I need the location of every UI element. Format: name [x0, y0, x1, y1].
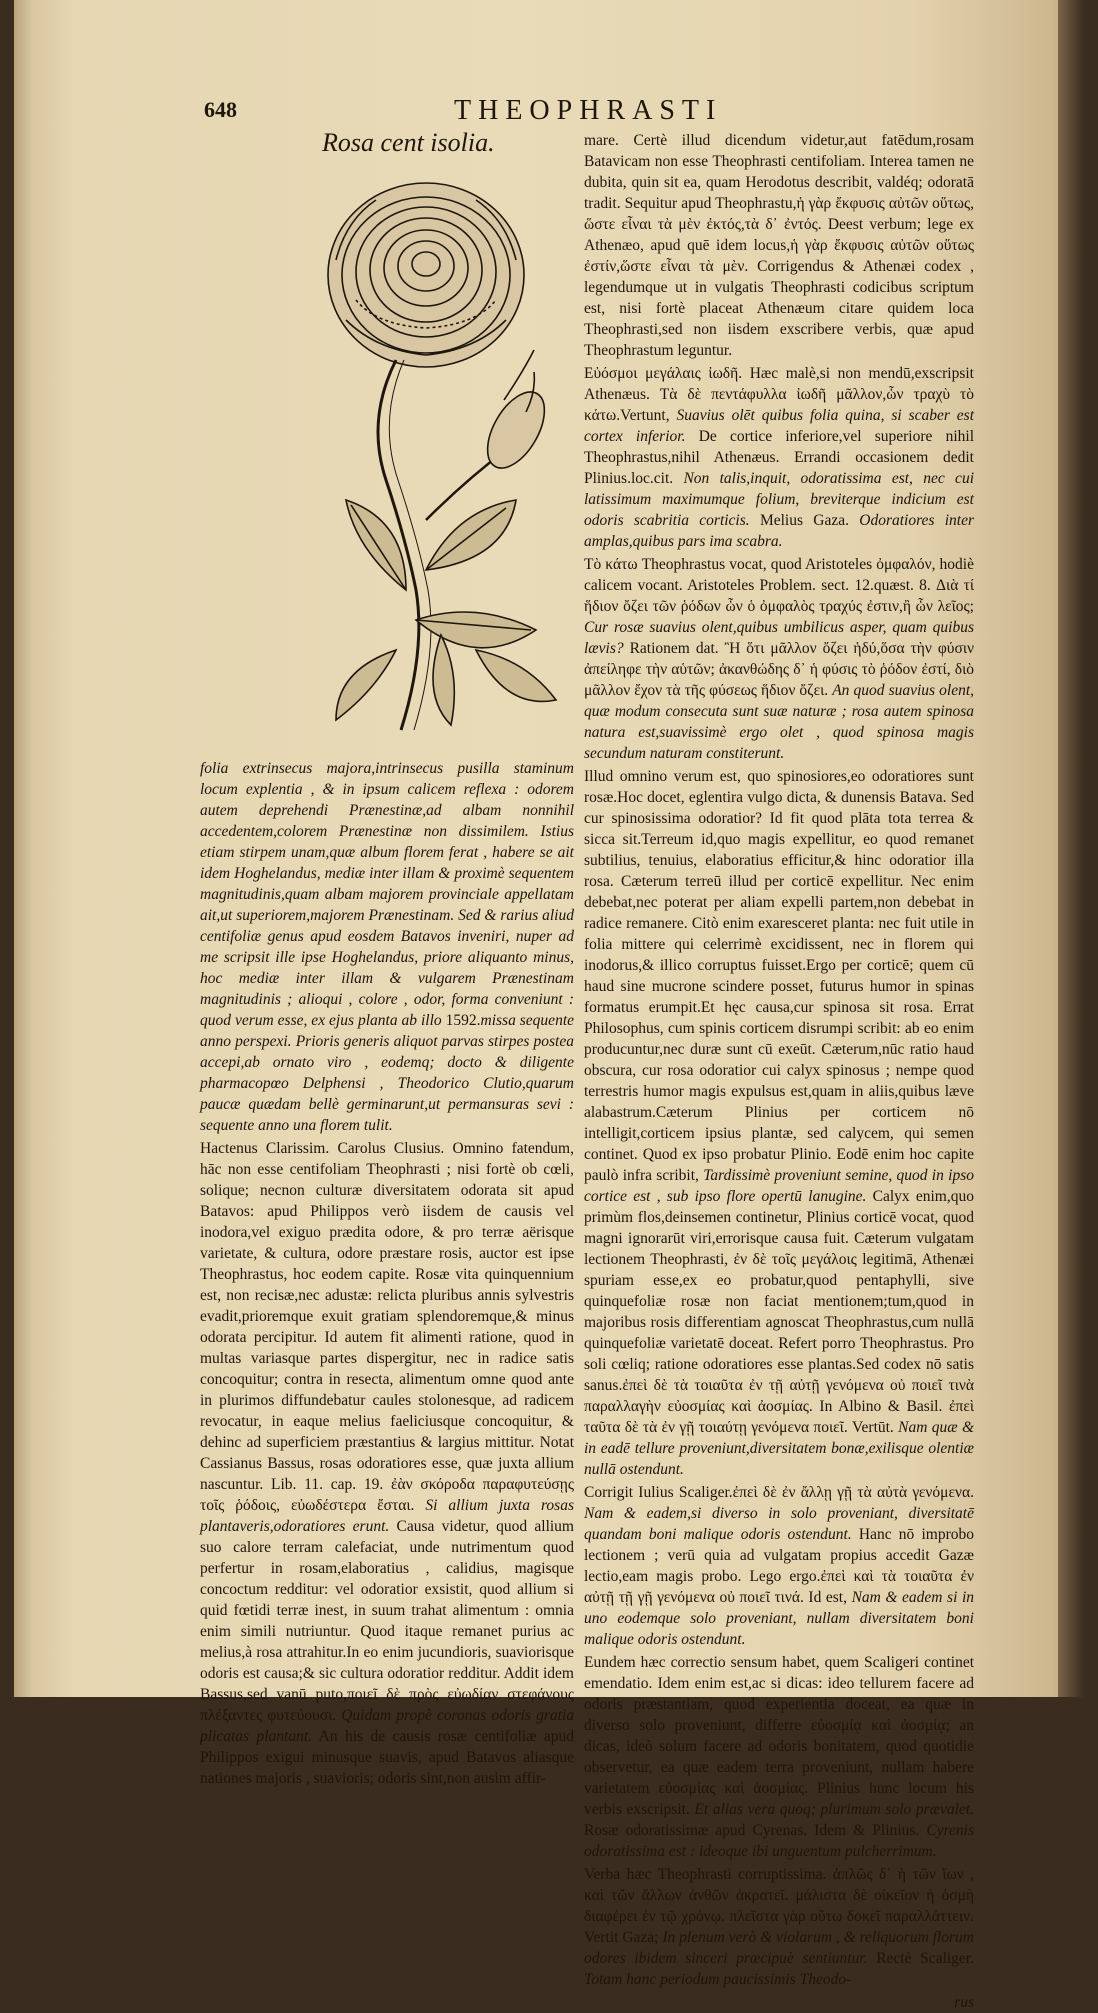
right-text-column — [584, 130, 975, 2011]
figure-caption: Rosa cent isolia. — [322, 128, 495, 157]
paragraph: Hactenus Clarissim. Carolus Clusius. Omnino fatendum, hāc non esse centifoliam Theophrasti ; nisi fortè ob cœli, solique; necnon culturæ diversitatem odorata sit apud Batavos: apud Philippos verò iisdem de causis vel inodora,vel exiguo prædita odore, & pro terræ aërisque varietate, & cultura, odore præstare rosis, auctor est ipse Theophrastus, hoc eodem capite. Rosæ vita quinquennium est, non recisæ,nec adustæ: relicta pluribus annis sylvestris evadit,prioremque exuit gratiam splendoremque,& minus odorata percipitur. Id autem fit alimenti ratione, quod in multas variasque partes dispergitur, nec in radice satis concoquitur; contra in resecta, alimentum omne quod ante in plurimos diffundebatur caules stolonesque, ad radicem revocatur, in eaque melius faeliciusque concoquitur, & dehinc ad superficiem præstantius & largius mittitur. Notat Cassianus Bassus, rosas odoratiores esse, quæ juxta allium nascuntur. Lib. 11. cap. 19. ἐὰν σκόροδα παραφυτεύσῃς τοῖς ῥόδοις, εὐωδέστερα ἔσται. Si allium juxta rosas plantaveris,odoratiores erunt. Causa videtur, quod allium suo calore terram calefaciat, unde nutrimentum quod perfertur in rosam,elaboratius , calidius, magisque concoctum redditur: vel odoratior exsistit, quod allium si quid fœtidi terræ inest, in suum trahat alimentum : omnia enim simili nutriuntur. Quod itaque remanet purius ac melius,à rosa attrahitur.In eo enim jucundioris, suaviorisque odoris est causa;& sic cultura odoratior redditur. Addit idem Bassus,sed vanū puto,ποιεῖ δὲ πρὸς εὐωδίαν στεφάνους πλέξαντες φυτεύουσι. Quidam propè coronas odoris gratia plicatas plantant. An his de causis rosæ centifoliæ apud Philippos exigui minusque suavis, apud Batavos aliasque nationes majoris , suavioris; odoris sint,non ausim affir- — [200, 1140, 575, 1787]
running-head: THEOPHRASTI — [454, 95, 723, 126]
paragraph: Εὐόσμοι μεγάλαις ἰωδῆ. Hæc malè,si non mendū,exscripsit Athenæus. Τὰ δὲ πεντάφυλλα ἰωδῆ μᾶλλον,ὧν τραχὺ τὸ κάτω.Vertunt, Suavius olēt quibus folia quina, si scaber est cortex inferior. De cortice inferiore,vel superiore nihil Theophrastus,nihil Athenæus. Errandi occasionem dedit Plinius.loc.cit. Non talis,inquit, odoratissima est, nec cui latissimum maximumque folium, breviterque indicium est odoris scabritia corticis. Melius Gaza. Odoratiores inter amplas,quibus pars ima scabra. — [584, 365, 975, 550]
paragraph: folia extrinsecus majora,intrinsecus pusilla staminum locum explentia , & in ipsum calicem reflexa : odorem autem deprehendi Prænestinæ,ad albam nonnihil accedentem,colorem Prænestinæ non dissimilem. Istius etiam stirpem unam,quæ album florem ferat , habere se ait idem Hoghelandus, mediæ inter illam & proximè sequentem magnitudinis,quam albam majorem provinciale appellatam ait,ut superiorem,majorem Prænestinam. Sed & rarius aliud centifoliæ genus apud eosdem Batavos inveniri, nuper ad me scripsit ille ipse Hoghelandus, priore aliquanto minus, hoc mediæ inter illam & vulgarem Prænestinam magnitudinis ; alioqui , colore , odor, forma conveniunt : quod verum esse, ex ejus planta ab illo 1592.missa sequente anno perspexi. Prioris generis aliquot parvas stirpes postea accepi,ab ornato viro , eodemq; docto & diligente pharmacopœo Delphensi , Theodorico Clutio,quarum paucæ quædam bellè germinarunt,ut permansuras sevi : sequente anno una florem tulit. — [200, 760, 574, 1134]
paragraph: Τὸ κάτω Theophrastus vocat, quod Aristoteles ὀμφαλόν, hodiè calicem vocant. Aristoteles Problem. sect. 12.quæst. 8. Διὰ τί ἥδιον ὄζει τῶν ῥόδων ὧν ὁ ὀμφαλὸς τραχύς ἐστιν,ἢ ὧν λεῖος; Cur rosæ suavius olent,quibus umbilicus asper, quam quibus lævis? Rationem dat. Ἢ ὅτι μᾶλλον ὄζει ἡδύ,ὅσα τὴν φύσιν ἀπείληφε τὴν αὑτῶν; ἀκανθώδης δ᾽ ἡ φύσις τὸ ῥόδον ἐστί, διὸ μᾶλλον ἔχον τὰ τῆς φύσεως ἥδιον ὄζει. An quod suavius olent, quæ modum consecuta sunt suæ naturæ ; rosa autem spinosa natura est,suavissimè ergo olet , quod spinosa magis secundum naturam constiterunt. — [584, 556, 975, 762]
paragraph: Illud omnino verum est, quo spinosiores,eo odoratiores sunt rosæ.Hoc docet, eglentira vulgo dicta, & dunensis Batava. Sed cur spinosissima odoratior? Id fit quod plāta tota terrea & sicca sit.Terreum id,quo magis expellitur, eo quod remanet subtilius, tenuius, elaboratius efficitur,& hinc odoratior illa rosa. Cæterum terreū illud per corticē expellitur. Nec enim debebat,nec poterat per aliam expelli partem,non debebat in radice remanere. Citò enim exaresceret planta: nec fuit utile in folia mittere qui celerrimè excidissent, nec in florem qui inodorus,& illico corruptus fuisset.Ergo per corticē; quem cū haud sine mucrone scindere posset, futurus humor in spinas formatus erumpit.Et hęc causa,cur spinosa sit rosa. Errat Philosophus, cum spinis corticem disrumpi scribit: ab eo enim producuntur,nec duræ sunt cū exeūt. Cæterum,nūc ratio haud obscura, cur rosa odoratior cui calyx spinosus ; nempe quod terrestris humor magis expulsus est,quam in aliis,quibus læve alabastrum.Cæterum Plinius per corticem nō intelligit,corticem ipsius plantæ, sed calycem, qui semen continet. Quod ex ipso probatur Plinio. Eodē enim hoc capite paulò infra scribit, Tardissimè proveniunt semine, quod in ipso cortice est , sub ipso flore opertū lanugine. Calyx enim,quo primùm flos,deinsemen continetur, Plinius corticē vocat, quod magni ignorarūt viri,errorisque causa fuit. Cæterum vulgatam lectionem Theophrasti, ἐν δὲ τοῖς μεγάλοις legitimā, Athenæi spuriam esse,ex eo probatur,quod pentaphylli, sive quinquefoliæ rosæ non faciat mentionem;tum,quod in majoribus rosis differentiam agnoscat Theophrastus,cum nullā quinquefoliæ varietatē doceat. Refert porro Theophrastus. Pro soli cœliq; ratione odoratiores esse plantas.Sed codex nō satis sanus.ἐπεὶ δὲ τὰ τοιαῦτα ἐν τῇ αὐτῇ γενόμενα οὐ ποιεῖ τινὰ παραλλαγὴν εὐοσμίας καὶ ἀοσμίας. In Albino & Basil. ἐπεὶ ταῦτα δὲ τὰ ἐν γῇ τοιαύτῃ γενόμενα ποιεῖ. Vertūt. Nam quæ & in eadē tellure proveniunt,diversitatem bonæ,exilisque olentiæ nullā ostendunt. — [584, 768, 975, 1478]
catchword: rus — [954, 1994, 974, 2011]
paragraph: mare. Certè illud dicendum videtur,aut fatēdum,rosam Batavicam non esse Theophrasti centifoliam. Interea tamen ne dubita, quin sit ea, quam Herodotus describit, valdéq; odoratā tradit. Sequitur apud Theophrastu,ἡ γὰρ ἔκφυσις αὐτῶν οὕτως, ὥστε εἶναι τὰ μὲν ἐκτός,τὰ δ᾽ ἐντός. Deest verbum; lege ex Athenæo, apud quē idem locus,ἡ γὰρ ἔκφυσις αὐτῶν οὕτως ἐστίν,ὥστε εἶναι τὰ μὲν. Corrigendus & Athenæi codex , legendumque ut in vulgatis Theophrasti codicibus scriptum est, nisi fortè placeat Athenæum citare quidem loca Theophrasti,sed non iisdem exscribere verbis, quæ apud Theophrastum leguntur. — [584, 132, 974, 359]
paragraph: Corrigit Iulius Scaliger.ἐπεὶ δὲ ἐν ἄλλῃ γῇ τὰ αὐτὰ γενόμενα. Nam & eadem,si diverso in solo proveniant, diversitatē quandam boni malique odoris ostendunt. Hanc nō improbo lectionem ; verū quia ad vulgatam propius accedit Gazæ lectio,eam magis probo. Lego ergo.ἐπεὶ καὶ τὰ τοιαῦτα ἐν αὐτῇ τῇ γῇ γενόμενα οὐ ποιεῖ τινά. Id est, Nam & eadem si in uno eodemque solo proveniant, nullam diversitatem boni malique odoris ostendunt. — [584, 1484, 975, 1648]
book-page — [14, 0, 1084, 2011]
rose-woodcut-illustration — [276, 150, 586, 750]
page-edge-shadow — [1058, 0, 1084, 1697]
paragraph: Verba hæc Theophrasti corruptissima. ἁπλῶς δ᾽ ἡ τῶν ἴων , καὶ τῶν ἄλλων ἀνθῶν ἀκρατεῖ. μάλιστα δὲ οἰκεῖον ἡ ὀσμὴ διαφέρει ἐν τῷ χρόνῳ. πλεῖστα γὰρ οὕτω δοκεῖ παραλλάττειν. Vertit Gaza; In plenum verò & violarum , & reliquorum florum odores ibidem sinceri præcipuè sentiuntur. Rectè Scaliger. Totam hanc periodum paucissimis Theodo- — [584, 1866, 974, 1988]
left-text-column — [200, 758, 575, 1787]
paragraph: Eundem hæc correctio sensum habet, quem Scaligeri continet emendatio. Idem enim est,ac si dicas: ideo tellurem facere ad odoris præstantiam, quod experientia doceat, ea quæ in diverso solo proveniunt, differre εὐοσμίᾳ καὶ ἀοσμίᾳ; an dicas, ideò solum facere ad odoris bonitatem, quod quotidie observetur, ea quæ eadem terra proveniunt, nullam habere varietatem εὐοσμίας καὶ ἀοσμίας. Plinius hunc locum his verbis exscripsit. Et alias vera quoq; plurimum solo prævalet. Rosæ odoratissimæ apud Cyrenas. Idem & Plinius. Cyrenis odoratissima est : ideoque ibi unguentum pulcherrimum. — [584, 1654, 975, 1860]
page-number: 648 — [204, 97, 237, 122]
